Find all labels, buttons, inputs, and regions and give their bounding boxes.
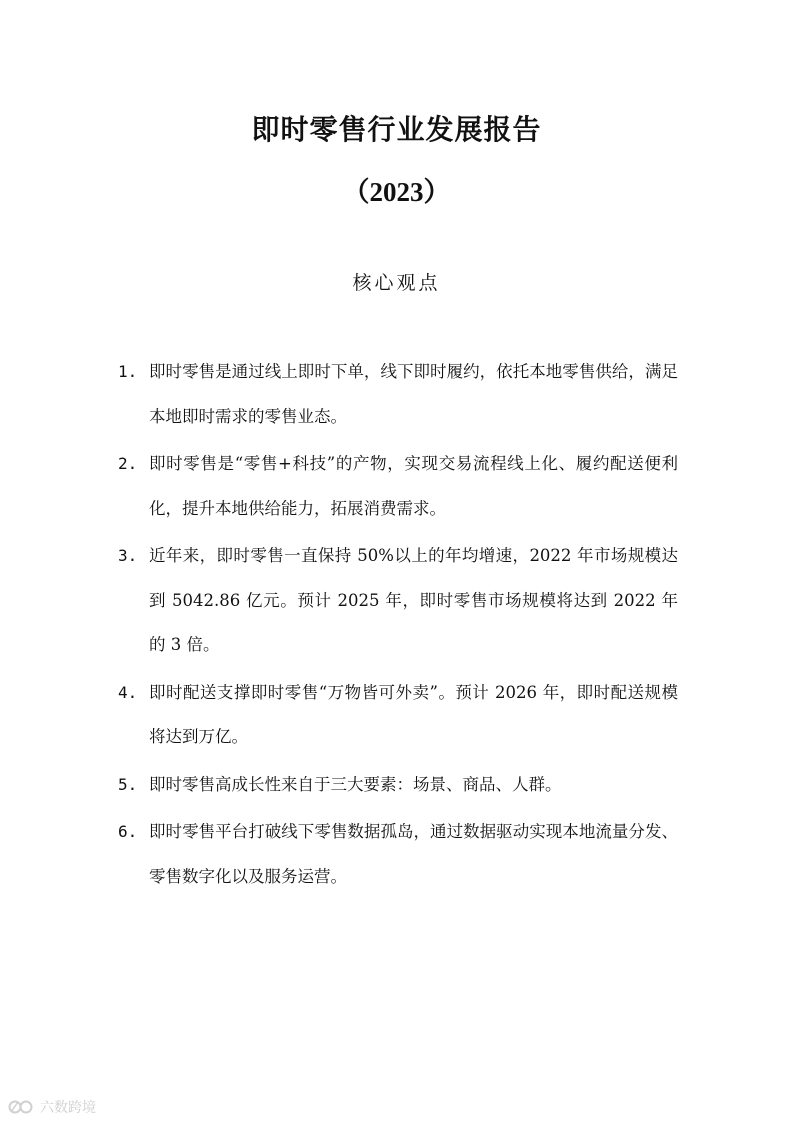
key-point: [118, 350, 678, 439]
document-subtitle: （2023）: [342, 177, 451, 207]
point-text: 近年来，即时零售一直保持 50%以上的年均增速，2022 年市场规模达到 5042.86 亿元。预计 2025 年，即时零售市场规模将达到 2022 年的 3 倍。: [149, 546, 678, 654]
point-number: 4.: [118, 682, 138, 702]
point-text: 即时配送支撑即时零售“万物皆可外卖”。预计 2026 年，即时配送规模将达到万亿。: [149, 682, 678, 746]
section-heading: 核心观点: [352, 272, 441, 294]
watermark: [8, 1096, 96, 1118]
key-point: [118, 534, 678, 668]
point-number: 1.: [118, 362, 138, 381]
key-point: [118, 442, 678, 531]
document-title: 即时零售行业发展报告: [251, 113, 542, 146]
key-point: [118, 671, 678, 760]
point-text: 即时零售高成长性来自于三大要素：场景、商品、人群。: [149, 774, 562, 794]
point-number: 6.: [118, 822, 138, 841]
point-number: 5.: [118, 774, 138, 794]
key-point: [118, 763, 678, 808]
point-text: 即时零售平台打破线下零售数据孤岛，通过数据驱动实现本地流量分发、零售数字化以及服务运营。: [149, 822, 678, 886]
point-text: 即时零售是“零售+科技”的产物，实现交易流程线上化、履约配送便利化，提升本地供给能力，拓展消费需求。: [149, 454, 678, 518]
key-points-list: [118, 350, 678, 902]
key-point: [118, 810, 678, 899]
point-text: 即时零售是通过线上即时下单，线下即时履约，依托本地零售供给，满足本地即时需求的零售业态。: [149, 362, 678, 426]
watermark-text: 六数跨境: [40, 1100, 96, 1116]
logo-icon: [8, 1098, 36, 1116]
point-number: 2.: [118, 454, 138, 473]
point-number: 3.: [118, 546, 138, 565]
